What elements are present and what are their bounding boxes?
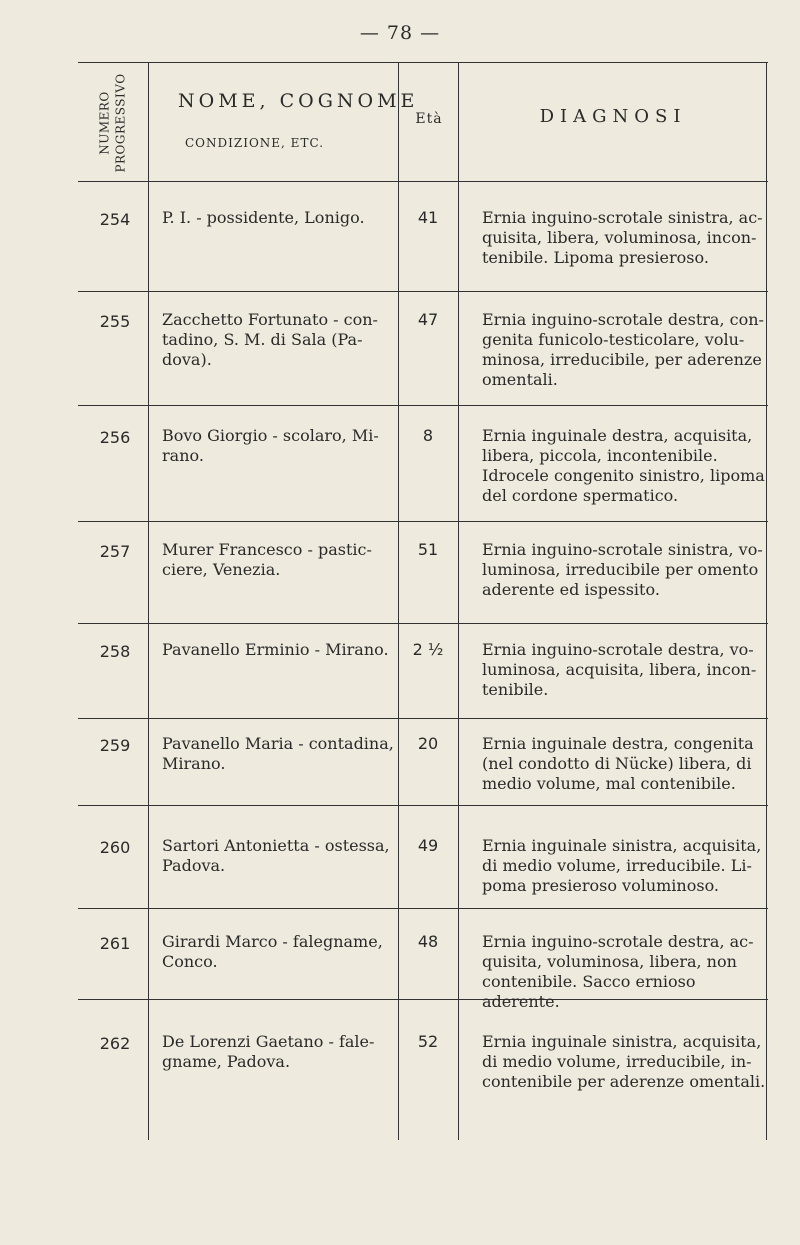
diagnosis-text: Ernia inguino-scrotale destra, vo- luminosa, acquisita, libera, incon- tenibile.: [482, 640, 757, 699]
row-separator: [78, 805, 768, 806]
header-age-column: Età: [415, 111, 443, 127]
header-number-column: [78, 68, 148, 178]
header-rule: [78, 181, 768, 182]
entry-number: 259: [99, 736, 131, 755]
patient-age: 47: [417, 310, 439, 329]
diagnosis-text: Ernia inguinale destra, acquisita, libera, piccola, incontenibile. Idrocele congenito sinistro, lipoma del cordone spermatico.: [482, 426, 765, 505]
diagnosis-text: Ernia inguinale sinistra, acquisita, di medio volume, irreducibile. Li- poma presieroso voluminoso.: [482, 836, 762, 895]
diagnosis-text: Ernia inguino-scrotale sinistra, vo- luminosa, irreducibile per omento aderente ed ispessito.: [482, 540, 763, 599]
diagnosis-text: Ernia inguinale destra, congenita (nel condotto di Nücke) libera, di medio volume, mal contenibile.: [482, 734, 754, 793]
entry-number: 257: [99, 542, 131, 561]
patient-name: Bovo Giorgio - scolaro, Mi- rano.: [162, 426, 379, 465]
patient-age: 51: [417, 540, 439, 559]
entry-number: 260: [99, 838, 131, 857]
row-separator: [78, 291, 768, 292]
entry-number: 255: [99, 312, 131, 331]
entry-number: 258: [99, 642, 131, 661]
patient-age: 52: [417, 1032, 439, 1051]
entry-number: 254: [99, 210, 131, 229]
patient-name: Zacchetto Fortunato - con- tadino, S. M. di Sala (Pa- dova).: [162, 310, 378, 369]
patient-age: 48: [417, 932, 439, 951]
table-top-rule: [78, 62, 768, 63]
patient-name: Girardi Marco - falegname, Conco.: [162, 932, 383, 971]
row-separator: [78, 623, 768, 624]
row-separator: [78, 405, 768, 406]
diagnosis-text: Ernia inguino-scrotale sinistra, ac- quisita, libera, voluminosa, incon- tenibile. Lipoma presieroso.: [482, 208, 763, 267]
diagnosis-text: Ernia inguinale sinistra, acquisita, di medio volume, irreducibile, in- contenibile per aderenze omentali.: [482, 1032, 766, 1091]
patient-name: Pavanello Maria - contadina, Mirano.: [162, 734, 394, 773]
patient-register-table: [78, 62, 768, 1142]
row-separator: [78, 908, 768, 909]
diagnosis-text: Ernia inguino-scrotale destra, ac- quisita, voluminosa, libera, non contenibile. Sacco ernioso aderente.: [482, 932, 754, 1011]
patient-name: Sartori Antonietta - ostessa, Padova.: [162, 836, 390, 875]
patient-name: De Lorenzi Gaetano - fale- gname, Padova.: [162, 1032, 375, 1071]
entry-number: 262: [99, 1034, 131, 1053]
patient-age: 49: [417, 836, 439, 855]
patient-age: 41: [417, 208, 439, 227]
header-name-column: NOME, COGNOME: [178, 90, 419, 112]
header-diagnosis-column: DIAGNOSI: [539, 106, 687, 127]
patient-age: 2 ½: [412, 640, 444, 659]
header-number-line2: PROGRESSIVO: [114, 73, 128, 173]
diagnosis-text: Ernia inguino-scrotale destra, con- genita funicolo-testicolare, volu- minosa, irreducibile, per aderenze omentali.: [482, 310, 764, 389]
header-name-subtitle: CONDIZIONE, ETC.: [185, 136, 325, 150]
entry-number: 256: [99, 428, 131, 447]
row-separator: [78, 521, 768, 522]
patient-name: Pavanello Erminio - Mirano.: [162, 640, 389, 659]
entry-number: 261: [99, 934, 131, 953]
patient-name: P. I. - possidente, Lonigo.: [162, 208, 365, 227]
page-number: — 78 —: [359, 22, 441, 44]
header-number-line1: NUMERO: [98, 91, 112, 155]
patient-name: Murer Francesco - pastic- ciere, Venezia.: [162, 540, 372, 579]
patient-age: 20: [417, 734, 439, 753]
patient-age: 8: [422, 426, 434, 445]
row-separator: [78, 718, 768, 719]
